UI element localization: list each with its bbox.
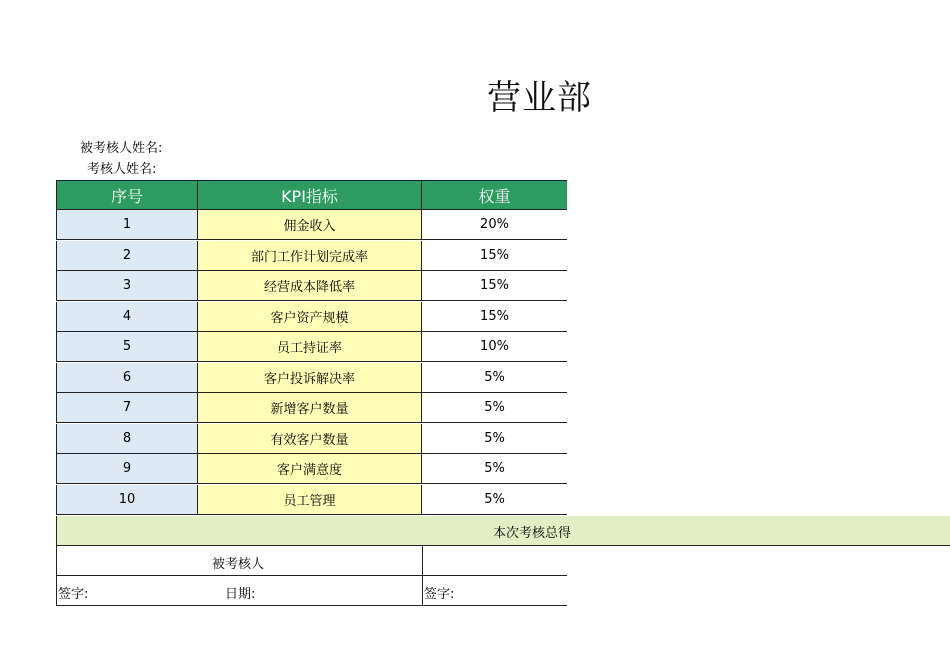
title-area <box>0 68 592 118</box>
cell-seq[interactable]: 9 <box>56 454 198 484</box>
cell-kpi[interactable]: 部门工作计划完成率 <box>198 241 422 271</box>
total-score-row[interactable] <box>56 516 950 546</box>
cell-kpi[interactable]: 客户资产规模 <box>198 302 422 332</box>
signature-row <box>56 576 567 606</box>
table-row <box>56 485 567 515</box>
table-row <box>56 393 567 423</box>
signature-header-row <box>56 546 567 576</box>
cell-kpi[interactable]: 员工持证率 <box>198 332 422 362</box>
cell-weight[interactable]: 5% <box>422 485 567 515</box>
cell-weight[interactable]: 15% <box>422 271 567 301</box>
assessee-name-label: 被考核人姓名: <box>80 141 163 156</box>
table-row <box>56 332 567 362</box>
cell-weight[interactable]: 20% <box>422 210 567 240</box>
column-divider <box>422 576 423 605</box>
assessee-label: 被考核人 <box>212 557 265 572</box>
header-seq: 序号 <box>56 180 198 210</box>
cell-kpi[interactable]: 佣金收入 <box>198 210 422 240</box>
cell-kpi[interactable]: 客户满意度 <box>198 454 422 484</box>
table-row <box>56 271 567 301</box>
cell-weight[interactable]: 15% <box>422 241 567 271</box>
header-kpi: KPI指标 <box>198 180 422 210</box>
cell-kpi[interactable]: 有效客户数量 <box>198 424 422 454</box>
cell-kpi[interactable]: 经营成本降低率 <box>198 271 422 301</box>
table-header-row <box>56 180 567 210</box>
total-score-label: 本次考核总得 <box>493 526 572 541</box>
total-label-clip <box>57 516 572 546</box>
cell-weight[interactable]: 10% <box>422 332 567 362</box>
cell-seq[interactable]: 8 <box>56 424 198 454</box>
cell-kpi[interactable]: 员工管理 <box>198 485 422 515</box>
cell-kpi[interactable]: 新增客户数量 <box>198 393 422 423</box>
cell-seq[interactable]: 5 <box>56 332 198 362</box>
cell-seq[interactable]: 1 <box>56 210 198 240</box>
date-label-left[interactable]: 日期: <box>225 587 256 602</box>
cell-seq[interactable]: 2 <box>56 241 198 271</box>
cell-weight[interactable]: 15% <box>422 302 567 332</box>
cell-seq[interactable]: 6 <box>56 363 198 393</box>
table-row <box>56 424 567 454</box>
table-row <box>56 454 567 484</box>
cell-weight[interactable]: 5% <box>422 393 567 423</box>
sign-label-right[interactable]: 签字: <box>424 587 455 602</box>
table-row <box>56 302 567 332</box>
cell-seq[interactable]: 7 <box>56 393 198 423</box>
cell-kpi[interactable]: 客户投诉解决率 <box>198 363 422 393</box>
cell-weight[interactable]: 5% <box>422 424 567 454</box>
cell-seq[interactable]: 10 <box>56 485 198 515</box>
cell-weight[interactable]: 5% <box>422 363 567 393</box>
assessor-name-label: 考核人姓名: <box>87 162 157 177</box>
page-title: 营业部 <box>487 78 592 118</box>
cell-weight[interactable]: 5% <box>422 454 567 484</box>
header-weight: 权重 <box>422 180 567 210</box>
cell-seq[interactable]: 4 <box>56 302 198 332</box>
column-divider <box>422 546 423 575</box>
sign-label-left[interactable]: 签字: <box>58 587 89 602</box>
table-row <box>56 363 567 393</box>
table-row <box>56 210 567 240</box>
table-row <box>56 241 567 271</box>
cell-seq[interactable]: 3 <box>56 271 198 301</box>
